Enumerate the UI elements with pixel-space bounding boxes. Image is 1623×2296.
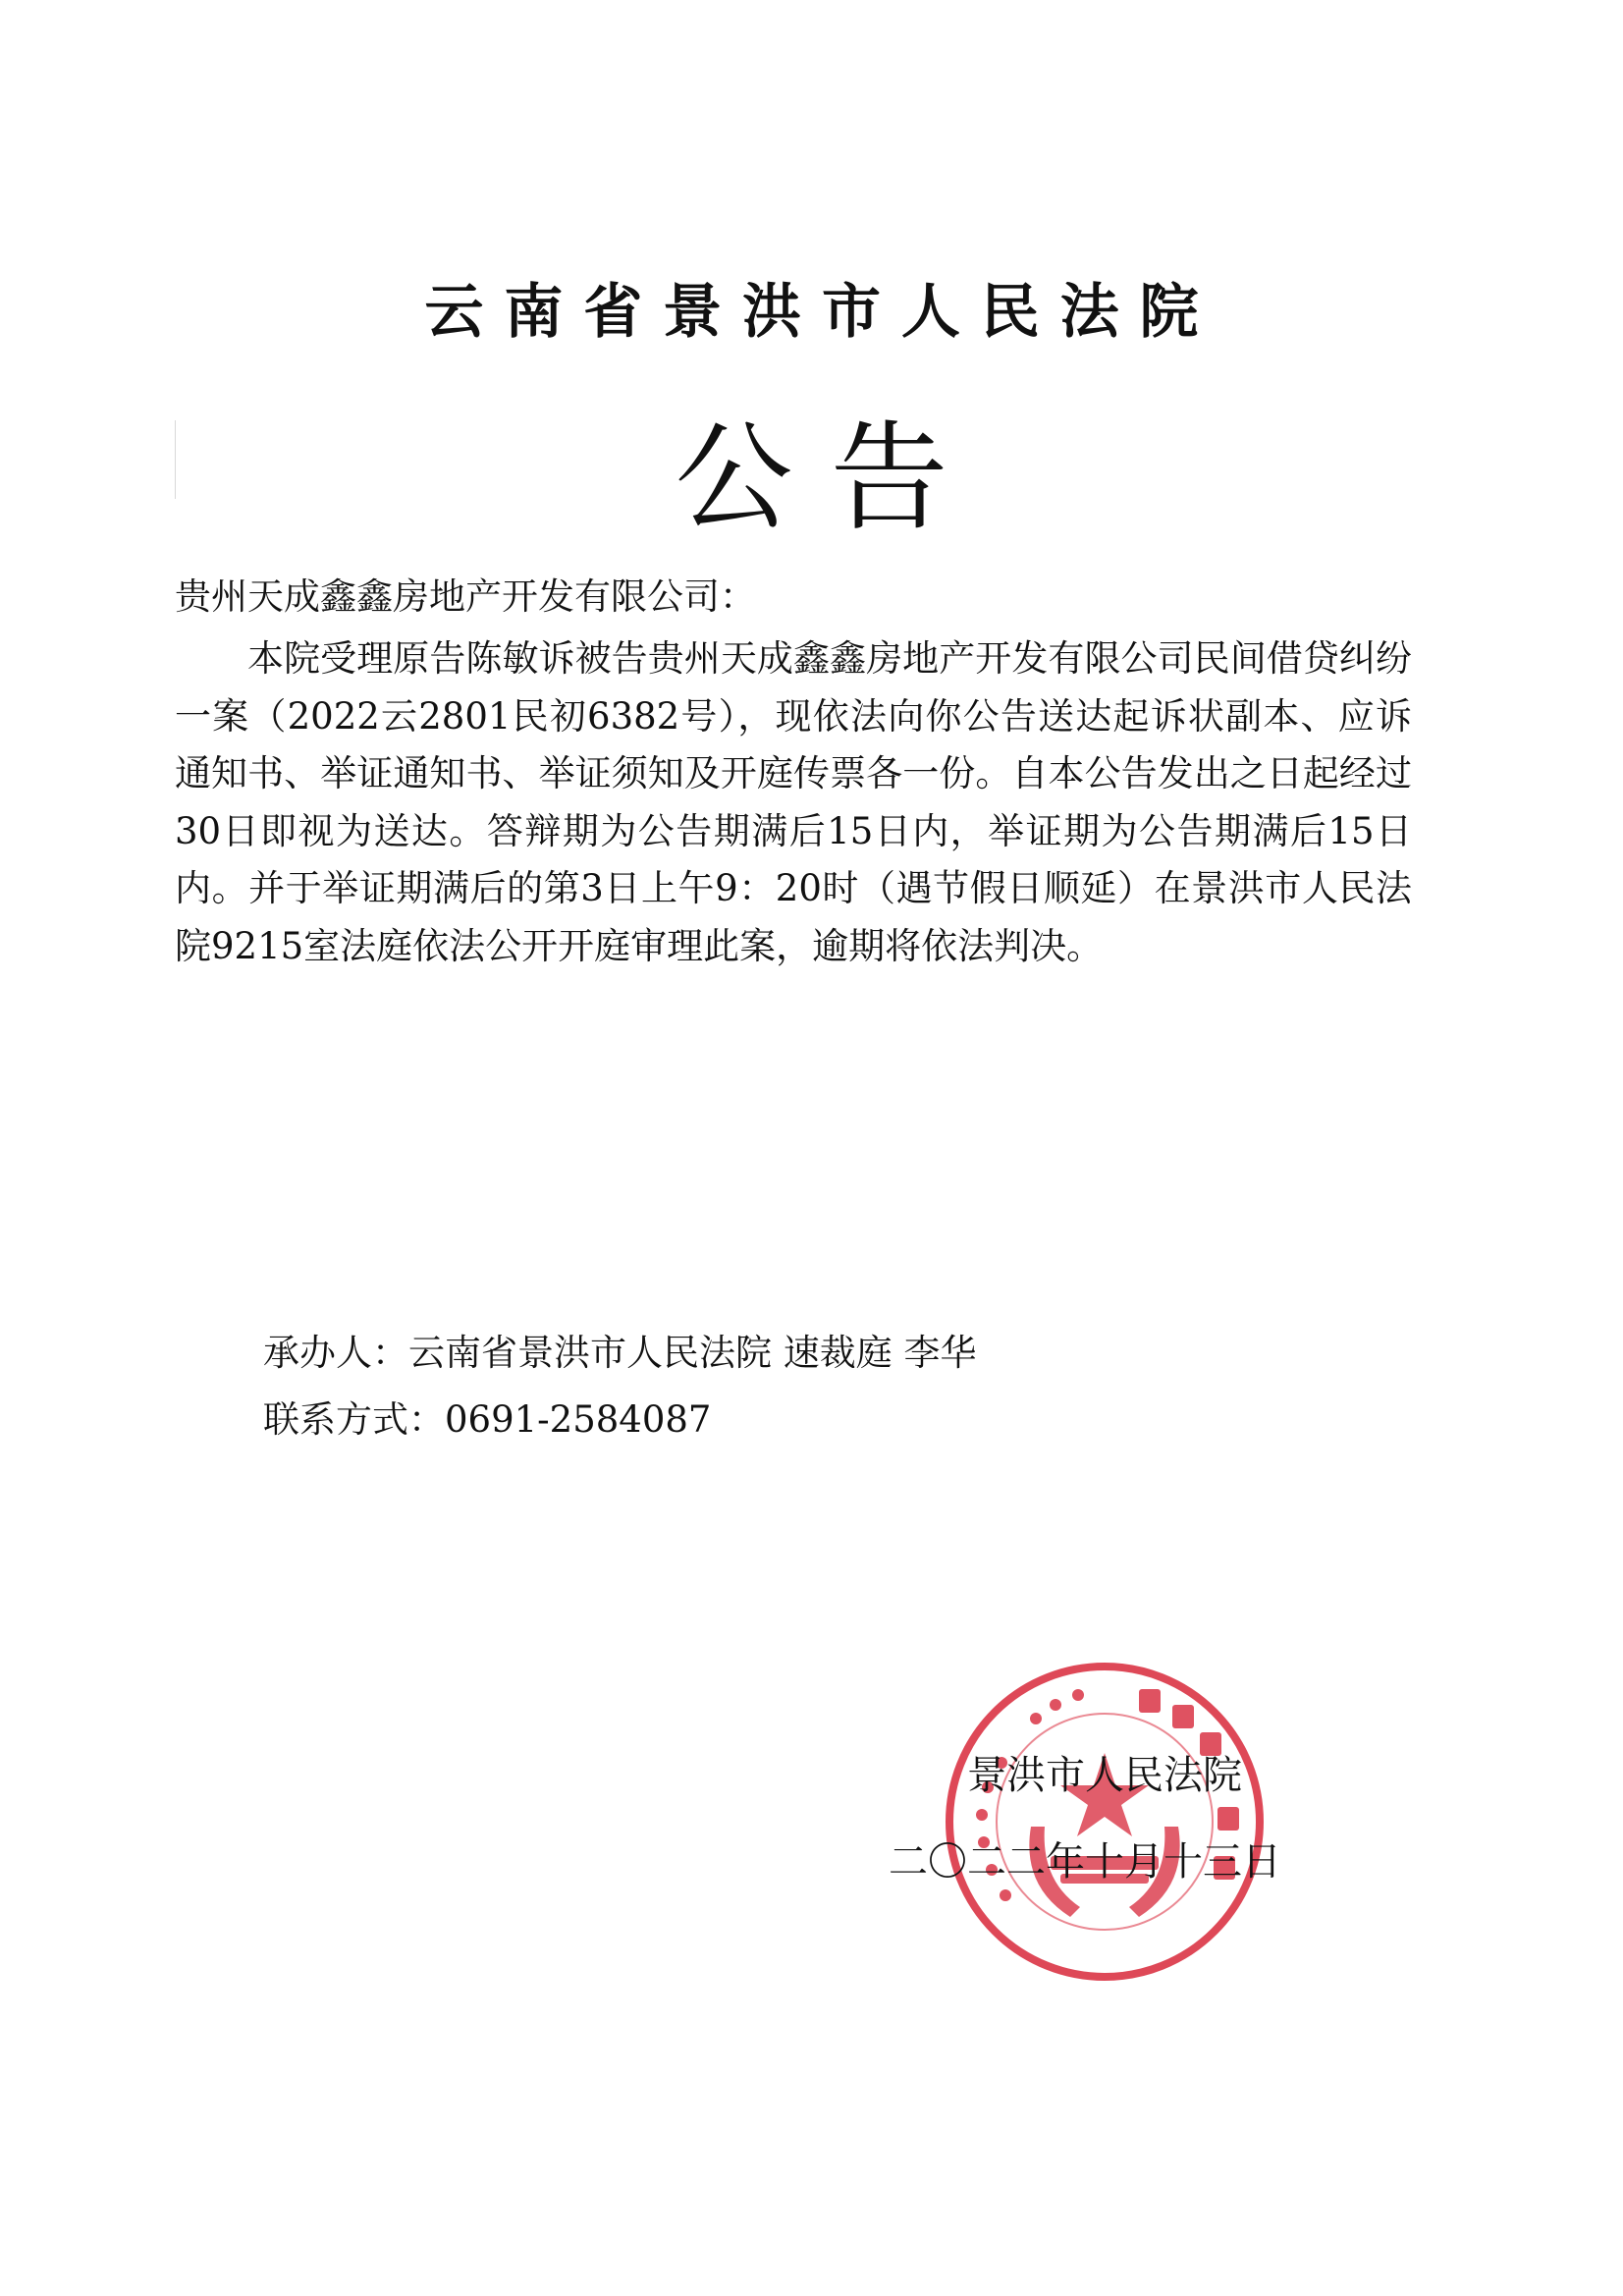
signature-court-name: 景洪市人民法院 <box>967 1753 1242 1798</box>
contact-info: 联系方式：0691-2584087 <box>263 1398 712 1441</box>
notice-body: 本院受理原告陈敏诉被告贵州天成鑫鑫房地产开发有限公司民间借贷纠纷一案（2022云2801民初6382号），现依法向你公告送达起诉状副本、应诉通知书、举证通知书、举证须知及开庭传票各一份。自本公告发出之日起经过30日即视为送达。答辩期为公告期满后15日内，举证期为公告期满后15日内。并于举证期满后的第3日上午9：20时（遇节假日顺延）在景洪市人民法院9215室法庭依法公开开庭审理此案，逾期将依法判决。 <box>175 637 1412 967</box>
court-title: 云 南 省 景 洪 市 人 民 法 院 <box>424 278 1199 347</box>
case-handler: 承办人：云南省景洪市人民法院 速裁庭 李华 <box>263 1332 977 1374</box>
addressee: 贵州天成鑫鑫房地产开发有限公司： <box>175 575 756 618</box>
notice-title: 公 告 <box>675 410 948 547</box>
signature-date: 二〇二二年十月十三日 <box>889 1839 1281 1885</box>
court-seal-icon <box>943 1660 1267 1984</box>
